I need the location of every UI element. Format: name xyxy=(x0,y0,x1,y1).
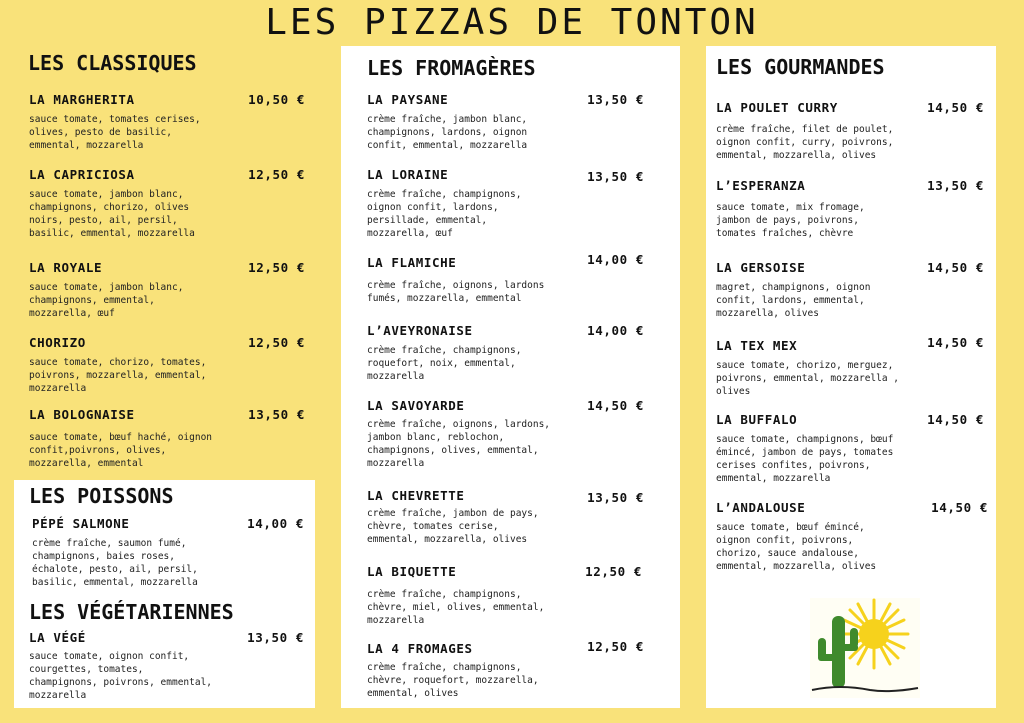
item-price: 14,00 € xyxy=(247,516,304,531)
item-price: 12,50 € xyxy=(248,167,305,182)
item-price: 14,50 € xyxy=(587,398,644,413)
item-description: sauce tomate, chorizo, merguez, poivrons, emmental, mozzarella , olives xyxy=(716,360,900,397)
section-title-classiques: LES CLASSIQUES xyxy=(28,51,197,75)
item-name: LA BIQUETTE xyxy=(367,564,457,579)
section-title-gourmandes: LES GOURMANDES xyxy=(716,55,885,79)
item-name: LA VÉGÉ xyxy=(29,630,86,645)
item-price: 12,50 € xyxy=(248,335,305,350)
item-price: 13,50 € xyxy=(587,169,644,184)
item-description: crème fraîche, champignons, roquefort, noix, emmental, mozzarella xyxy=(367,345,522,382)
item-price: 13,50 € xyxy=(927,178,984,193)
item-price: 14,50 € xyxy=(931,500,988,515)
section-title-fromageres: LES FROMAGÈRES xyxy=(367,56,536,80)
item-description: magret, champignons, oignon confit, lardons, emmental, mozzarella, olives xyxy=(716,282,871,319)
item-price: 14,50 € xyxy=(927,335,984,350)
item-description: crème fraîche, jambon de pays, chèvre, tomates cerise, emmental, mozzarella, olives xyxy=(367,508,539,545)
item-description: sauce tomate, chorizo, tomates, poivrons, mozzarella, emmental, mozzarella xyxy=(29,357,207,394)
cactus-sun-illustration xyxy=(810,598,920,698)
section-title-poissons: LES POISSONS xyxy=(29,484,174,508)
item-name: LA PAYSANE xyxy=(367,92,449,107)
item-price: 14,50 € xyxy=(927,412,984,427)
item-name: LA CAPRICIOSA xyxy=(29,167,135,182)
item-description: sauce tomate, champignons, bœuf émincé, jambon de pays, tomates cerises confites, poivrons, emmental, mozzarella xyxy=(716,434,894,484)
item-description: sauce tomate, bœuf émincé, oignon confit, poivrons, chorizo, sauce andalouse, emmental, mozzarella, olives xyxy=(716,522,877,572)
item-description: crème fraîche, oignons, lardons, jambon blanc, reblochon, champignons, olives, emmental, mozzarella xyxy=(367,419,551,469)
item-name: L’ESPERANZA xyxy=(716,178,806,193)
item-name: LA BUFFALO xyxy=(716,412,798,427)
item-name: LA MARGHERITA xyxy=(29,92,135,107)
item-description: crème fraîche, saumon fumé, champignons, baies roses, échalote, pesto, ail, persil, basilic, emmental, mozzarella xyxy=(32,538,198,588)
item-price: 12,50 € xyxy=(248,260,305,275)
item-price: 13,50 € xyxy=(248,407,305,422)
item-name: LA BOLOGNAISE xyxy=(29,407,135,422)
item-name: PÉPÉ SALMONE xyxy=(32,516,130,531)
item-price: 12,50 € xyxy=(585,564,642,579)
item-name: LA LORAINE xyxy=(367,167,449,182)
item-name: LA FLAMICHE xyxy=(367,255,457,270)
item-name: LA ROYALE xyxy=(29,260,103,275)
item-description: crème fraîche, jambon blanc, champignons, lardons, oignon confit, emmental, mozzarella xyxy=(367,114,528,151)
item-description: crème fraîche, champignons, chèvre, miel, olives, emmental, mozzarella xyxy=(367,589,545,626)
item-description: sauce tomate, bœuf haché, oignon confit,poivrons, olives, mozzarella, emmental xyxy=(29,432,213,469)
item-price: 14,00 € xyxy=(587,323,644,338)
item-name: LA 4 FROMAGES xyxy=(367,641,473,656)
item-description: sauce tomate, mix fromage, jambon de pays, poivrons, tomates fraîches, chèvre xyxy=(716,202,865,239)
item-description: crème fraîche, filet de poulet, oignon confit, curry, poivrons, emmental, mozzarella, olives xyxy=(716,124,894,161)
item-name: CHORIZO xyxy=(29,335,86,350)
item-name: LA TEX MEX xyxy=(716,338,798,353)
item-price: 13,50 € xyxy=(587,92,644,107)
item-description: crème fraîche, champignons, oignon confit, lardons, persillade, emmental, mozzarella, œuf xyxy=(367,189,522,239)
item-name: L’ANDALOUSE xyxy=(716,500,806,515)
item-description: sauce tomate, jambon blanc, champignons, emmental, mozzarella, œuf xyxy=(29,282,184,319)
menu-title: LES PIZZAS DE TONTON xyxy=(265,2,759,43)
item-description: sauce tomate, oignon confit, courgettes, tomates, champignons, poivrons, emmental, mozzarella xyxy=(29,651,213,701)
item-name: LA POULET CURRY xyxy=(716,100,838,115)
item-name: LA GERSOISE xyxy=(716,260,806,275)
item-name: L’AVEYRONAISE xyxy=(367,323,473,338)
item-description: sauce tomate, tomates cerises, olives, pesto de basilic, emmental, mozzarella xyxy=(29,114,201,151)
section-title-vegetariennes: LES VÉGÉTARIENNES xyxy=(29,600,234,624)
item-description: crème fraîche, champignons, chèvre, roquefort, mozzarella, emmental, olives xyxy=(367,662,539,699)
item-name: LA CHEVRETTE xyxy=(367,488,465,503)
item-name: LA SAVOYARDE xyxy=(367,398,465,413)
item-price: 13,50 € xyxy=(587,490,644,505)
item-price: 13,50 € xyxy=(247,630,304,645)
item-price: 14,50 € xyxy=(927,260,984,275)
item-description: crème fraîche, oignons, lardons fumés, mozzarella, emmental xyxy=(367,280,545,304)
item-price: 12,50 € xyxy=(587,639,644,654)
item-price: 10,50 € xyxy=(248,92,305,107)
item-price: 14,00 € xyxy=(587,252,644,267)
item-price: 14,50 € xyxy=(927,100,984,115)
item-description: sauce tomate, jambon blanc, champignons, chorizo, olives noirs, pesto, ail, persil, basilic, emmental, mozzarella xyxy=(29,189,195,239)
